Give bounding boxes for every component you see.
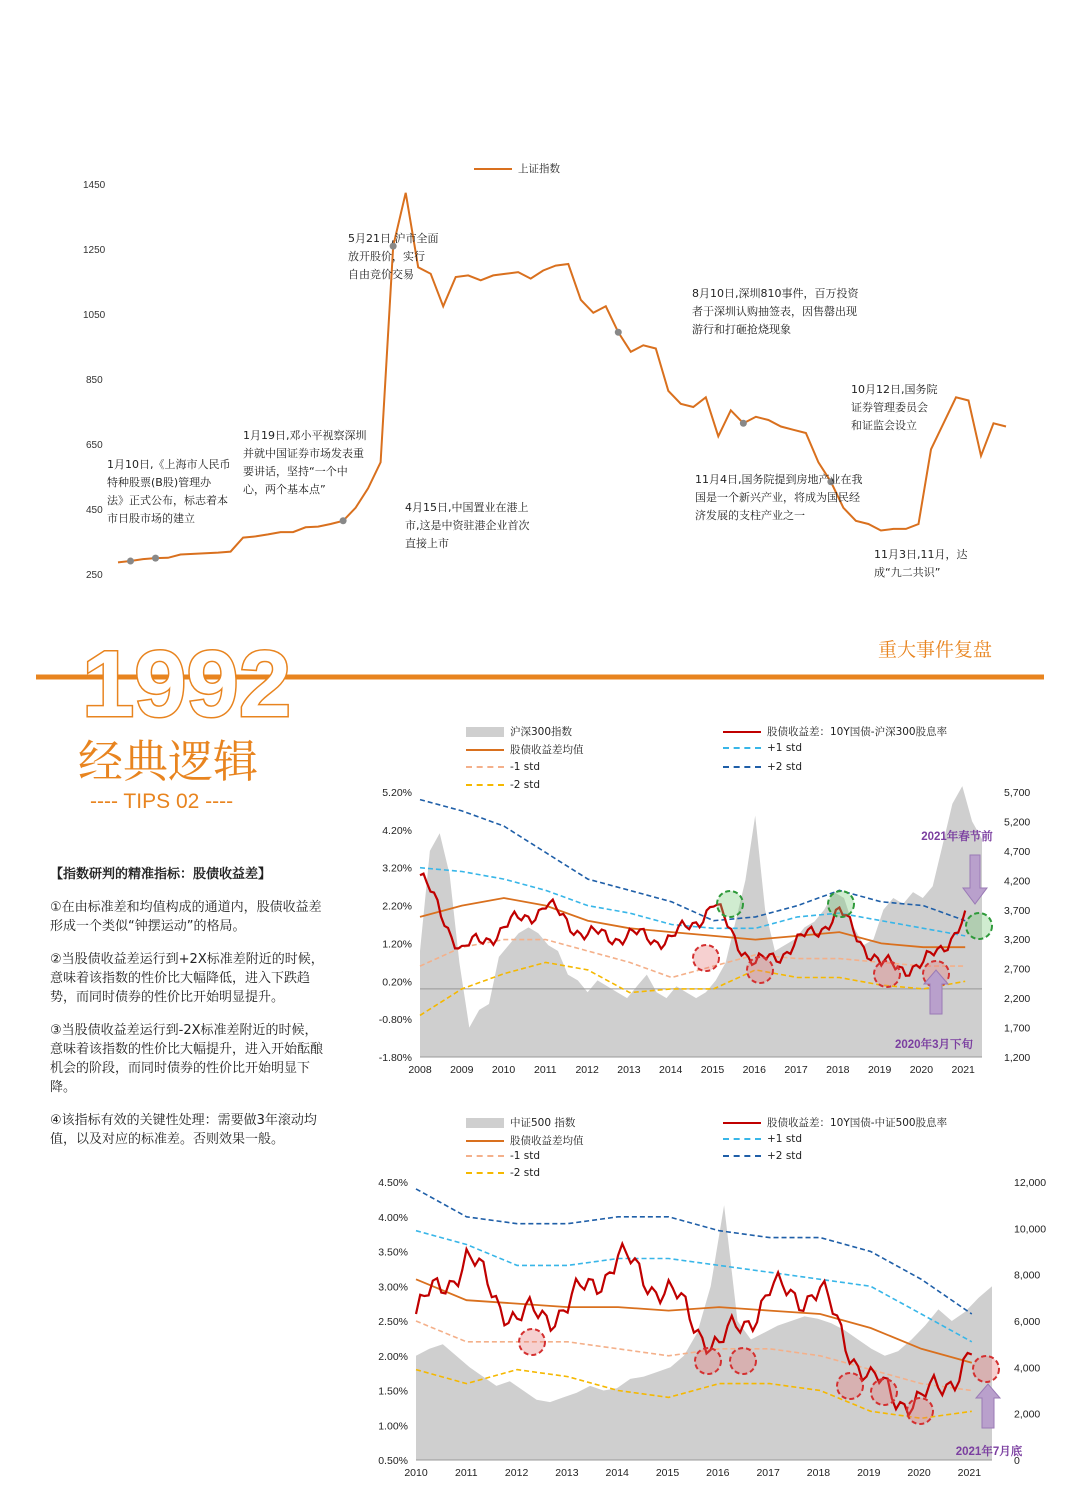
y-right-tick: 4,700 [1004,845,1031,858]
x-tick: 2018 [806,1467,831,1479]
x-tick: 2017 [784,1064,808,1076]
x-tick: 2015 [655,1467,680,1479]
y-right-tick: 1,700 [1004,1022,1031,1035]
x-tick: 2013 [617,1064,641,1076]
series-line [420,800,965,921]
highlight-circle [730,1348,756,1374]
y-right-tick: 3,200 [1004,934,1031,947]
highlight-circle [973,1356,999,1382]
legend-item: +1 std [723,742,802,754]
y-right-tick: 1,200 [1004,1052,1031,1064]
legend-item: 股债收益差：10Y国债-中证500股息率 [723,1115,947,1130]
highlight-circle [519,1329,545,1355]
y-tick: 450 [86,505,103,516]
x-tick: 2009 [450,1064,474,1076]
legend-item: -2 std [466,779,540,791]
y-tick: 250 [86,570,103,581]
section-tag: 重大事件复盘 [878,639,993,661]
section-subtitle: 经典逻辑 [78,735,259,788]
x-tick: 2016 [742,1064,766,1076]
y-right-tick: 2,700 [1004,963,1031,976]
y-left-tick: 2.00% [378,1350,408,1363]
tip-paragraph-3: ③当股债收益差运行到-2X标准差附近的时候，意味着该指数的性价比大幅提升，进入开始酝酿机会的阶段，而同时债券的性价比开始明显下降。 [50,1023,324,1095]
x-tick: 2019 [857,1467,881,1479]
y-left-tick: 3.00% [378,1281,408,1294]
y-left-tick: 3.50% [378,1246,408,1259]
x-tick: 2021 [957,1467,982,1479]
shangzheng-line [118,193,1006,563]
y-left-tick: 1.20% [382,938,412,951]
event-marker [740,420,747,427]
highlight-circle [837,1373,863,1399]
event-marker [340,517,347,524]
highlight-circle [874,961,900,987]
y-right-tick: 8,000 [1014,1269,1041,1282]
x-tick: 2010 [404,1467,428,1479]
tip-paragraph-1: ①在由标准差和均值构成的通道内，股债收益差形成一个类似“钟摆运动”的格局。 [50,900,322,934]
y-right-tick: 0 [1014,1455,1020,1467]
y-right-tick: 2,000 [1014,1408,1041,1421]
series-line [416,1231,972,1342]
x-tick: 2013 [555,1467,579,1479]
x-tick: 2011 [534,1064,557,1076]
highlight-circle [693,945,719,971]
tips-label: ---- TIPS 02 ---- [90,790,234,813]
x-tick: 2011 [455,1467,478,1479]
y-left-tick: -0.80% [378,1014,412,1027]
tip-paragraph-2: ②当股债收益差运行到+2X标准差附近的时候，意味着该指数的性价比大幅降低，进入下跌趋势，而同时债券的性价比开始明显提升。 [50,952,324,1005]
x-tick: 2015 [700,1064,725,1076]
y-left-tick: 3.20% [382,862,412,875]
y-tick: 850 [86,375,103,386]
legend-item: -1 std [466,1150,540,1162]
chart3-svg [360,1170,1060,1512]
y-right-tick: 10,000 [1014,1223,1047,1236]
annotation-8: 11月3日,11月，达 成“九二共识” [874,548,968,579]
chart-note: 2021年7月底 [955,1446,1023,1458]
chart-note: 2020年3月下旬 [895,1039,973,1051]
y-right-tick: 5,700 [1004,787,1031,799]
highlight-circle [871,1379,897,1405]
tips-text-block [50,865,330,1163]
highlight-circle [717,891,743,917]
y-tick: 650 [86,440,103,451]
event-marker [152,555,159,562]
index-area [416,1205,992,1460]
chart-note: 2021年春节前 [921,831,993,843]
legend-item: +1 std [723,1133,802,1145]
y-left-tick: 0.20% [382,976,412,989]
x-tick: 2016 [706,1467,730,1479]
x-tick: 2012 [504,1467,529,1479]
x-tick: 2017 [756,1467,780,1479]
event-marker [615,329,622,336]
y-right-tick: 6,000 [1014,1316,1041,1328]
tip-paragraph-4: ④该指标有效的关键性处理：需要做3年滚动均值，以及对应的标准差。否则效果一般。 [50,1113,317,1147]
x-tick: 2012 [575,1064,599,1076]
y-left-tick: 2.20% [382,900,412,913]
legend-item: -1 std [466,761,540,773]
annotation-6: 10月12日,国务院 证券管理委员会 和证监会设立 [851,383,938,432]
x-tick: 2018 [826,1064,850,1076]
tips-title: 【指数研判的精准指标：股债收益差】 [50,867,272,882]
x-tick: 2020 [909,1064,934,1076]
annotation-5: 8月10日,深圳810事件，百万投资 者于深圳认购抽签表，因售罄出现 游行和打砸抢烧现象 [692,287,859,336]
y-left-tick: 1.50% [378,1385,408,1398]
legend-item: +2 std [723,761,802,773]
legend-item: +2 std [723,1150,802,1162]
legend-item: 中证500 指数 [466,1115,575,1130]
y-right-tick: 4,200 [1004,875,1031,888]
x-tick: 2020 [907,1467,931,1479]
y-tick: 1250 [83,245,106,256]
y-left-tick: 0.50% [378,1455,408,1467]
legend-item: 沪深300指数 [466,724,572,739]
x-tick: 2019 [867,1064,892,1076]
legend-item: 股债收益差均值 [466,1133,584,1148]
y-tick: 1050 [83,310,106,321]
top-legend-label: 上证指数 [518,163,560,175]
highlight-circle [695,1348,721,1374]
x-tick: 2014 [605,1467,629,1479]
y-left-tick: 4.20% [382,824,412,837]
highlight-circle [966,913,992,939]
y-left-tick: 2.50% [378,1316,408,1328]
x-tick: 2010 [491,1064,516,1076]
y-right-tick: 3,700 [1004,904,1031,917]
y-right-tick: 12,000 [1014,1177,1047,1189]
y-right-tick: 5,200 [1004,816,1031,829]
annotation-2: 1月19日,邓小平视察深圳 并就中国证券市场发表重 要讲话，坚持“一个中 心，两个基本点” [243,429,367,496]
chart2-svg [360,780,1060,1080]
legend-item: -2 std [466,1167,540,1179]
y-right-tick: 2,200 [1004,993,1031,1006]
x-tick: 2014 [659,1064,683,1076]
annotation-1: 1月10日,《上海市人民币 特种股票(B股)管理办 法》正式公布，标志着本 市日股市场的建立 [107,458,231,525]
y-left-tick: 5.20% [382,787,412,799]
highlight-circle [747,957,773,983]
legend-item: 股债收益差均值 [466,742,584,757]
highlight-circle [828,891,854,917]
highlight-circle [907,1398,933,1424]
legend-item: 股债收益差：10Y国债-沪深300股息率 [723,724,947,739]
y-tick: 1450 [83,180,106,191]
annotation-7: 11月4日,国务院提到房地产业在我 国是一个新兴产业，将成为国民经 济发展的支柱产业之一 [695,473,863,522]
x-tick: 2008 [408,1064,432,1076]
event-marker [127,558,134,565]
y-right-tick: 4,000 [1014,1362,1041,1375]
y-left-tick: 4.00% [378,1211,408,1224]
annotation-4: 5月21日,沪市全面 放开股价，实行 自由竞价交易 [348,232,439,281]
x-tick: 2021 [951,1064,975,1076]
y-left-tick: -1.80% [378,1052,412,1064]
year-title: 1992 [82,631,292,736]
y-left-tick: 1.00% [378,1420,408,1433]
annotation-3: 4月15日,中国置业在港上 市,这是中资驻港企业首次 直接上市 [405,501,530,550]
y-left-tick: 4.50% [378,1177,408,1189]
